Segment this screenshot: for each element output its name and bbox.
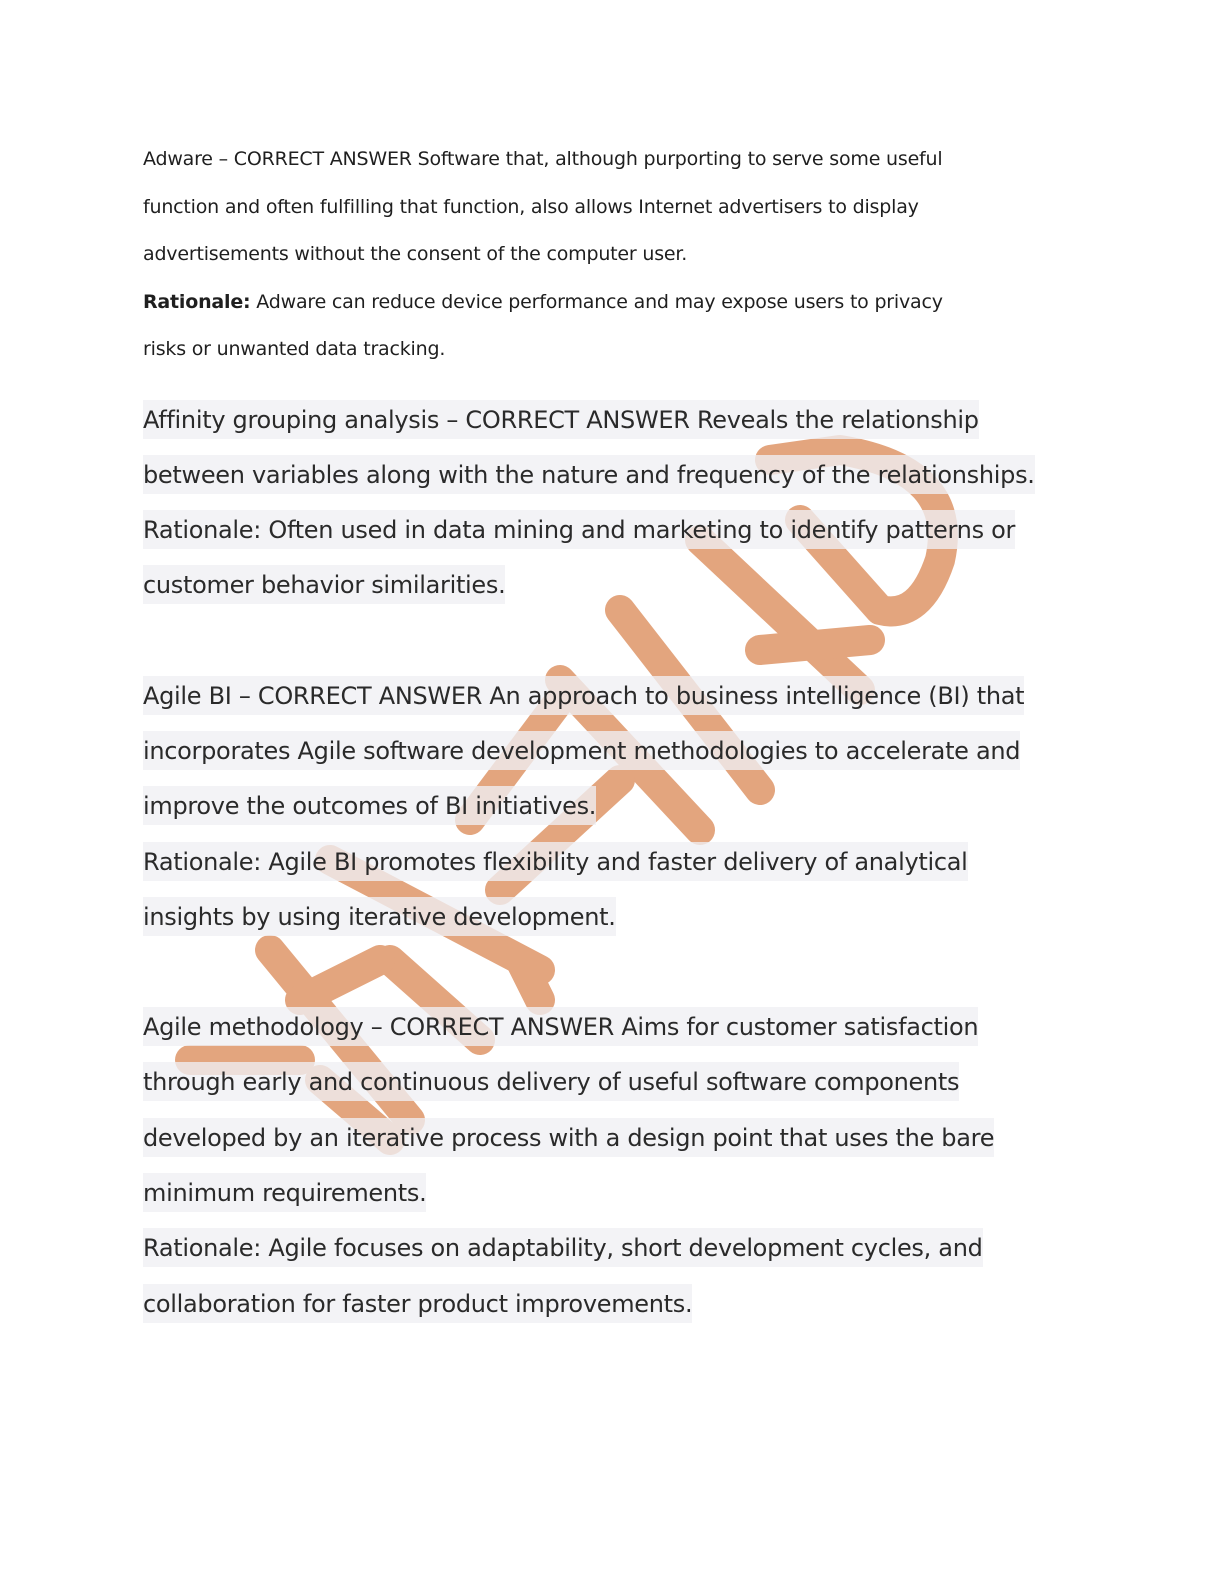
entry-line: insights by using iterative development. xyxy=(143,890,1083,945)
rationale-label: Rationale: xyxy=(143,290,251,313)
document-page xyxy=(143,136,1083,1332)
entry-line: developed by an iterative process with a design point that uses the bare xyxy=(143,1111,1083,1166)
entry-line: incorporates Agile software development methodologies to accelerate and xyxy=(143,724,1083,779)
rationale-line xyxy=(143,279,1083,327)
entry-line: Adware – CORRECT ANSWER Software that, although purporting to serve some useful xyxy=(143,148,943,170)
entry-line: minimum requirements. xyxy=(143,1166,1083,1221)
rationale-line: risks or unwanted data tracking. xyxy=(143,338,446,360)
entry-line: collaboration for faster product improvements. xyxy=(143,1277,1083,1332)
entry-line: Agile methodology – CORRECT ANSWER Aims for customer satisfaction xyxy=(143,1000,1083,1055)
entry-line: Rationale: Agile focuses on adaptability, short development cycles, and xyxy=(143,1221,1083,1276)
entry-agile-bi xyxy=(143,669,1083,945)
entry-line: Rationale: Often used in data mining and marketing to identify patterns or xyxy=(143,503,1083,558)
entry-line: advertisements without the consent of the computer user. xyxy=(143,243,688,265)
entry-line: through early and continuous delivery of useful software components xyxy=(143,1055,1083,1110)
rationale-text: Adware can reduce device performance and may expose users to privacy xyxy=(250,290,943,313)
entry-agile-methodology xyxy=(143,1000,1083,1332)
entry-line: function and often fulfilling that function, also allows Internet advertisers to display xyxy=(143,195,919,218)
entry-line: Rationale: Agile BI promotes flexibility and faster delivery of analytical xyxy=(143,835,1083,890)
entry-line: between variables along with the nature and frequency of the relationships. xyxy=(143,448,1083,503)
entry-adware xyxy=(143,136,1083,374)
entry-line: improve the outcomes of BI initiatives. xyxy=(143,779,1083,834)
entry-line: customer behavior similarities. xyxy=(143,558,1083,613)
entry-line: Agile BI – CORRECT ANSWER An approach to business intelligence (BI) that xyxy=(143,669,1083,724)
entry-affinity-grouping xyxy=(143,393,1083,614)
entry-line: Affinity grouping analysis – CORRECT ANSWER Reveals the relationship xyxy=(143,393,1083,448)
